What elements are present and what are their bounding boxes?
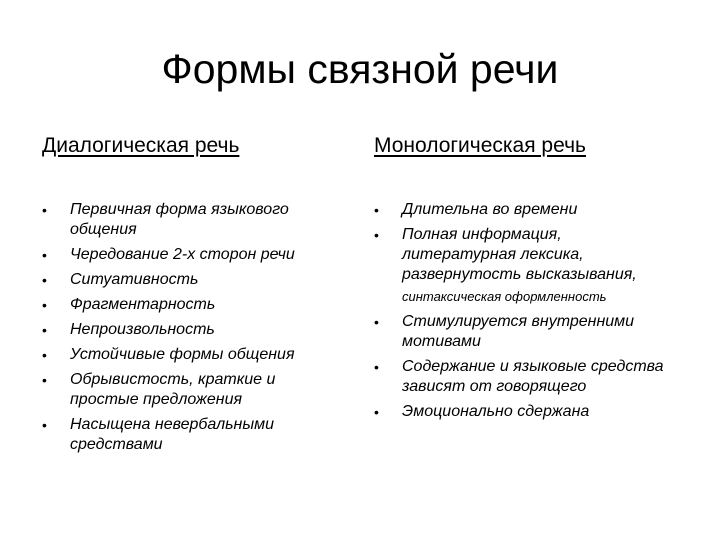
bullet-icon: •	[42, 272, 47, 288]
list-item	[42, 270, 342, 290]
list-item	[42, 370, 342, 410]
bullet-icon: •	[374, 314, 379, 330]
list-item	[374, 200, 674, 220]
list-item	[42, 245, 342, 265]
bullet-icon: •	[42, 247, 47, 263]
list-item-text: Фрагментарность	[70, 296, 216, 313]
list-item-text: Непроизвольность	[70, 321, 215, 338]
list-item	[42, 415, 342, 455]
list-item	[374, 225, 674, 285]
list-item-text: Обрывистость, краткие и простые предложения	[70, 371, 276, 408]
bullet-icon: •	[42, 322, 47, 338]
list-item-text: Чередование 2-х сторон речи	[70, 246, 295, 263]
bullet-icon: •	[42, 347, 47, 363]
list-item	[374, 357, 674, 397]
list-item-text: Эмоционально сдержана	[402, 403, 590, 420]
list-item-text: Насыщена невербальными средствами	[70, 416, 274, 453]
bullet-icon: •	[42, 372, 47, 388]
list-item-text: Полная информация, литературная лексика, развернутость высказывания,	[402, 226, 637, 283]
list-item	[42, 345, 342, 365]
list-item-text: синтаксическая оформленность	[402, 289, 607, 304]
bullet-icon: •	[374, 227, 379, 243]
bullet-icon: •	[374, 359, 379, 375]
bullet-icon: •	[42, 297, 47, 313]
monologue-column	[374, 132, 674, 420]
bullet-icon: •	[42, 202, 47, 218]
list-item	[42, 295, 342, 315]
slide-title: Формы связной речи	[161, 46, 559, 92]
list-item	[374, 312, 674, 352]
list-item-text: Длительна во времени	[402, 201, 578, 218]
monologue-list	[374, 200, 674, 427]
list-item-text: Ситуативность	[70, 271, 199, 288]
list-item	[374, 402, 674, 422]
list-item-text: Стимулируется внутренними мотивами	[402, 313, 635, 350]
list-item	[42, 320, 342, 340]
list-item-text: Устойчивые формы общения	[70, 346, 295, 363]
bullet-icon: •	[42, 417, 47, 433]
dialogue-list	[42, 200, 342, 460]
monologue-heading: Монологическая речь	[374, 134, 586, 157]
list-item-continuation	[374, 288, 674, 306]
bullet-icon: •	[374, 404, 379, 420]
dialogue-column	[42, 132, 342, 453]
list-item-text: Содержание и языковые средства зависят от говорящего	[402, 358, 664, 395]
dialogue-heading: Диалогическая речь	[42, 134, 240, 157]
list-item	[42, 200, 342, 240]
bullet-icon: •	[374, 202, 379, 218]
list-item-text: Первичная форма языкового общения	[70, 201, 289, 238]
